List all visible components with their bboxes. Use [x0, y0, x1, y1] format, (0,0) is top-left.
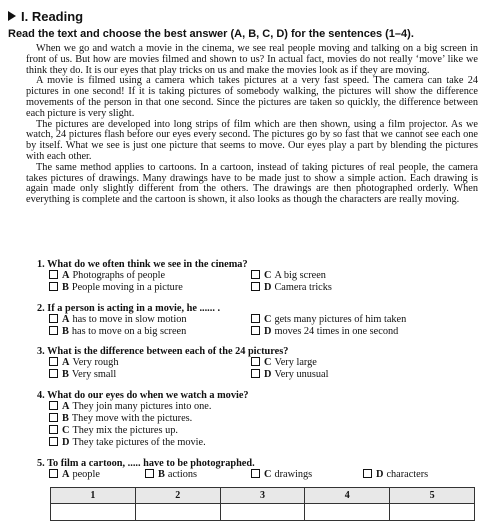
option-c[interactable]: C Very large: [251, 357, 317, 368]
answer-cell[interactable]: [135, 504, 220, 521]
option-c[interactable]: C A big screen: [251, 270, 326, 281]
checkbox-icon[interactable]: [49, 314, 58, 323]
paragraph: When we go and watch a movie in the cinema, we see real people moving and talking on a big screen in front of us. But how are movies filmed and shown to us? In actual fact, movies do not really ‘move’ like we think they do. It is our eyes that play tricks on us and make the movies look as if they are moving.: [26, 43, 478, 76]
question-3: [37, 346, 477, 381]
option-a[interactable]: A Photographs of people: [49, 270, 165, 281]
checkbox-icon[interactable]: [49, 357, 58, 366]
checkbox-icon[interactable]: [363, 469, 372, 478]
checkbox-icon[interactable]: [145, 469, 154, 478]
checkbox-icon[interactable]: [49, 326, 58, 335]
checkbox-icon[interactable]: [251, 282, 260, 291]
instruction: Read the text and choose the best answer (A, B, C, D) for the sentences (1–4).: [8, 28, 414, 40]
question-text: 2. If a person is acting in a movie, he ...... .: [37, 303, 221, 314]
option-b[interactable]: B Very small: [49, 369, 116, 380]
question-text: 1. What do we often think we see in the cinema?: [37, 259, 248, 270]
checkbox-icon[interactable]: [251, 357, 260, 366]
question-2: [37, 303, 477, 338]
section-title: [8, 9, 83, 24]
checkbox-icon[interactable]: [49, 437, 58, 446]
option-c[interactable]: C They mix the pictures up.: [49, 425, 178, 436]
answer-header-cell: 1: [51, 488, 136, 504]
option-a[interactable]: A people: [49, 469, 100, 480]
answer-header-cell: 2: [135, 488, 220, 504]
answer-header-cell: 4: [305, 488, 390, 504]
question-text: 4. What do our eyes do when we watch a movie?: [37, 390, 249, 401]
checkbox-icon[interactable]: [251, 314, 260, 323]
checkbox-icon[interactable]: [251, 270, 260, 279]
answer-cell[interactable]: [51, 504, 136, 521]
checkbox-icon[interactable]: [49, 425, 58, 434]
option-a[interactable]: A They join many pictures into one.: [49, 401, 211, 412]
checkbox-icon[interactable]: [49, 282, 58, 291]
question-1: [37, 259, 477, 294]
answer-cell[interactable]: [305, 504, 390, 521]
option-d[interactable]: D moves 24 times in one second: [251, 326, 398, 337]
checkbox-icon[interactable]: [49, 413, 58, 422]
question-4: [37, 390, 477, 449]
section-title-text: I. Reading: [21, 9, 84, 24]
option-c[interactable]: C gets many pictures of him taken: [251, 314, 406, 325]
paragraph: The pictures are developed into long strips of film which are then shown, using a film projector. As we watch, 24 pictures flash before our eyes every second. The pictures go by so fast that we cannot see each one by itself. What we see is just one picture that seems to move. Our eyes play a part by blending the pictures with each other.: [26, 118, 478, 162]
question-text: 3. What is the difference between each of the 24 pictures?: [37, 346, 289, 357]
checkbox-icon[interactable]: [49, 369, 58, 378]
paragraph: The same method applies to cartoons. In a cartoon, instead of taking pictures of real people, the camera takes pictures of drawings. Many drawings have to be made just to show a simple action. Each drawing is again made only slightly different from the others. The drawings are then photographed orderly. When everything is complete and the cartoon is shown, it also looks as though the characters are really moving.: [26, 161, 478, 206]
answer-cell[interactable]: [220, 504, 305, 521]
answer-table: [50, 487, 475, 521]
option-b[interactable]: B actions: [145, 469, 197, 480]
option-d[interactable]: D They take pictures of the movie.: [49, 437, 206, 448]
checkbox-icon[interactable]: [251, 326, 260, 335]
option-a[interactable]: A Very rough: [49, 357, 118, 368]
paragraph: A movie is filmed using a camera which takes pictures at a very fast speed. The camera can take 24 pictures in one second! If it is taking pictures of somebody walking, the pictures will show the difference movements of the person in that one second. Since the pictures are taken so quickly, the difference between each picture is very slight.: [26, 75, 478, 119]
option-d[interactable]: D Camera tricks: [251, 282, 332, 293]
option-c[interactable]: C drawings: [251, 469, 312, 480]
checkbox-icon[interactable]: [49, 270, 58, 279]
checkbox-icon[interactable]: [49, 401, 58, 410]
option-b[interactable]: B People moving in a picture: [49, 282, 183, 293]
reading-passage: [26, 44, 478, 206]
answer-header-cell: 5: [390, 488, 475, 504]
option-b[interactable]: B They move with the pictures.: [49, 413, 192, 424]
answer-header-cell: 3: [220, 488, 305, 504]
option-d[interactable]: D characters: [363, 469, 428, 480]
checkbox-icon[interactable]: [251, 369, 260, 378]
answer-table-header: [51, 488, 475, 504]
question-5: [37, 458, 477, 481]
option-d[interactable]: D Very unusual: [251, 369, 329, 380]
option-b[interactable]: B has to move on a big screen: [49, 326, 186, 337]
question-text: 5. To film a cartoon, ..... have to be photographed.: [37, 458, 255, 469]
checkbox-icon[interactable]: [251, 469, 260, 478]
answer-cell[interactable]: [390, 504, 475, 521]
checkbox-icon[interactable]: [49, 469, 58, 478]
option-a[interactable]: A has to move in slow motion: [49, 314, 187, 325]
triangle-bullet-icon: [8, 11, 16, 21]
answer-row: [51, 504, 475, 521]
